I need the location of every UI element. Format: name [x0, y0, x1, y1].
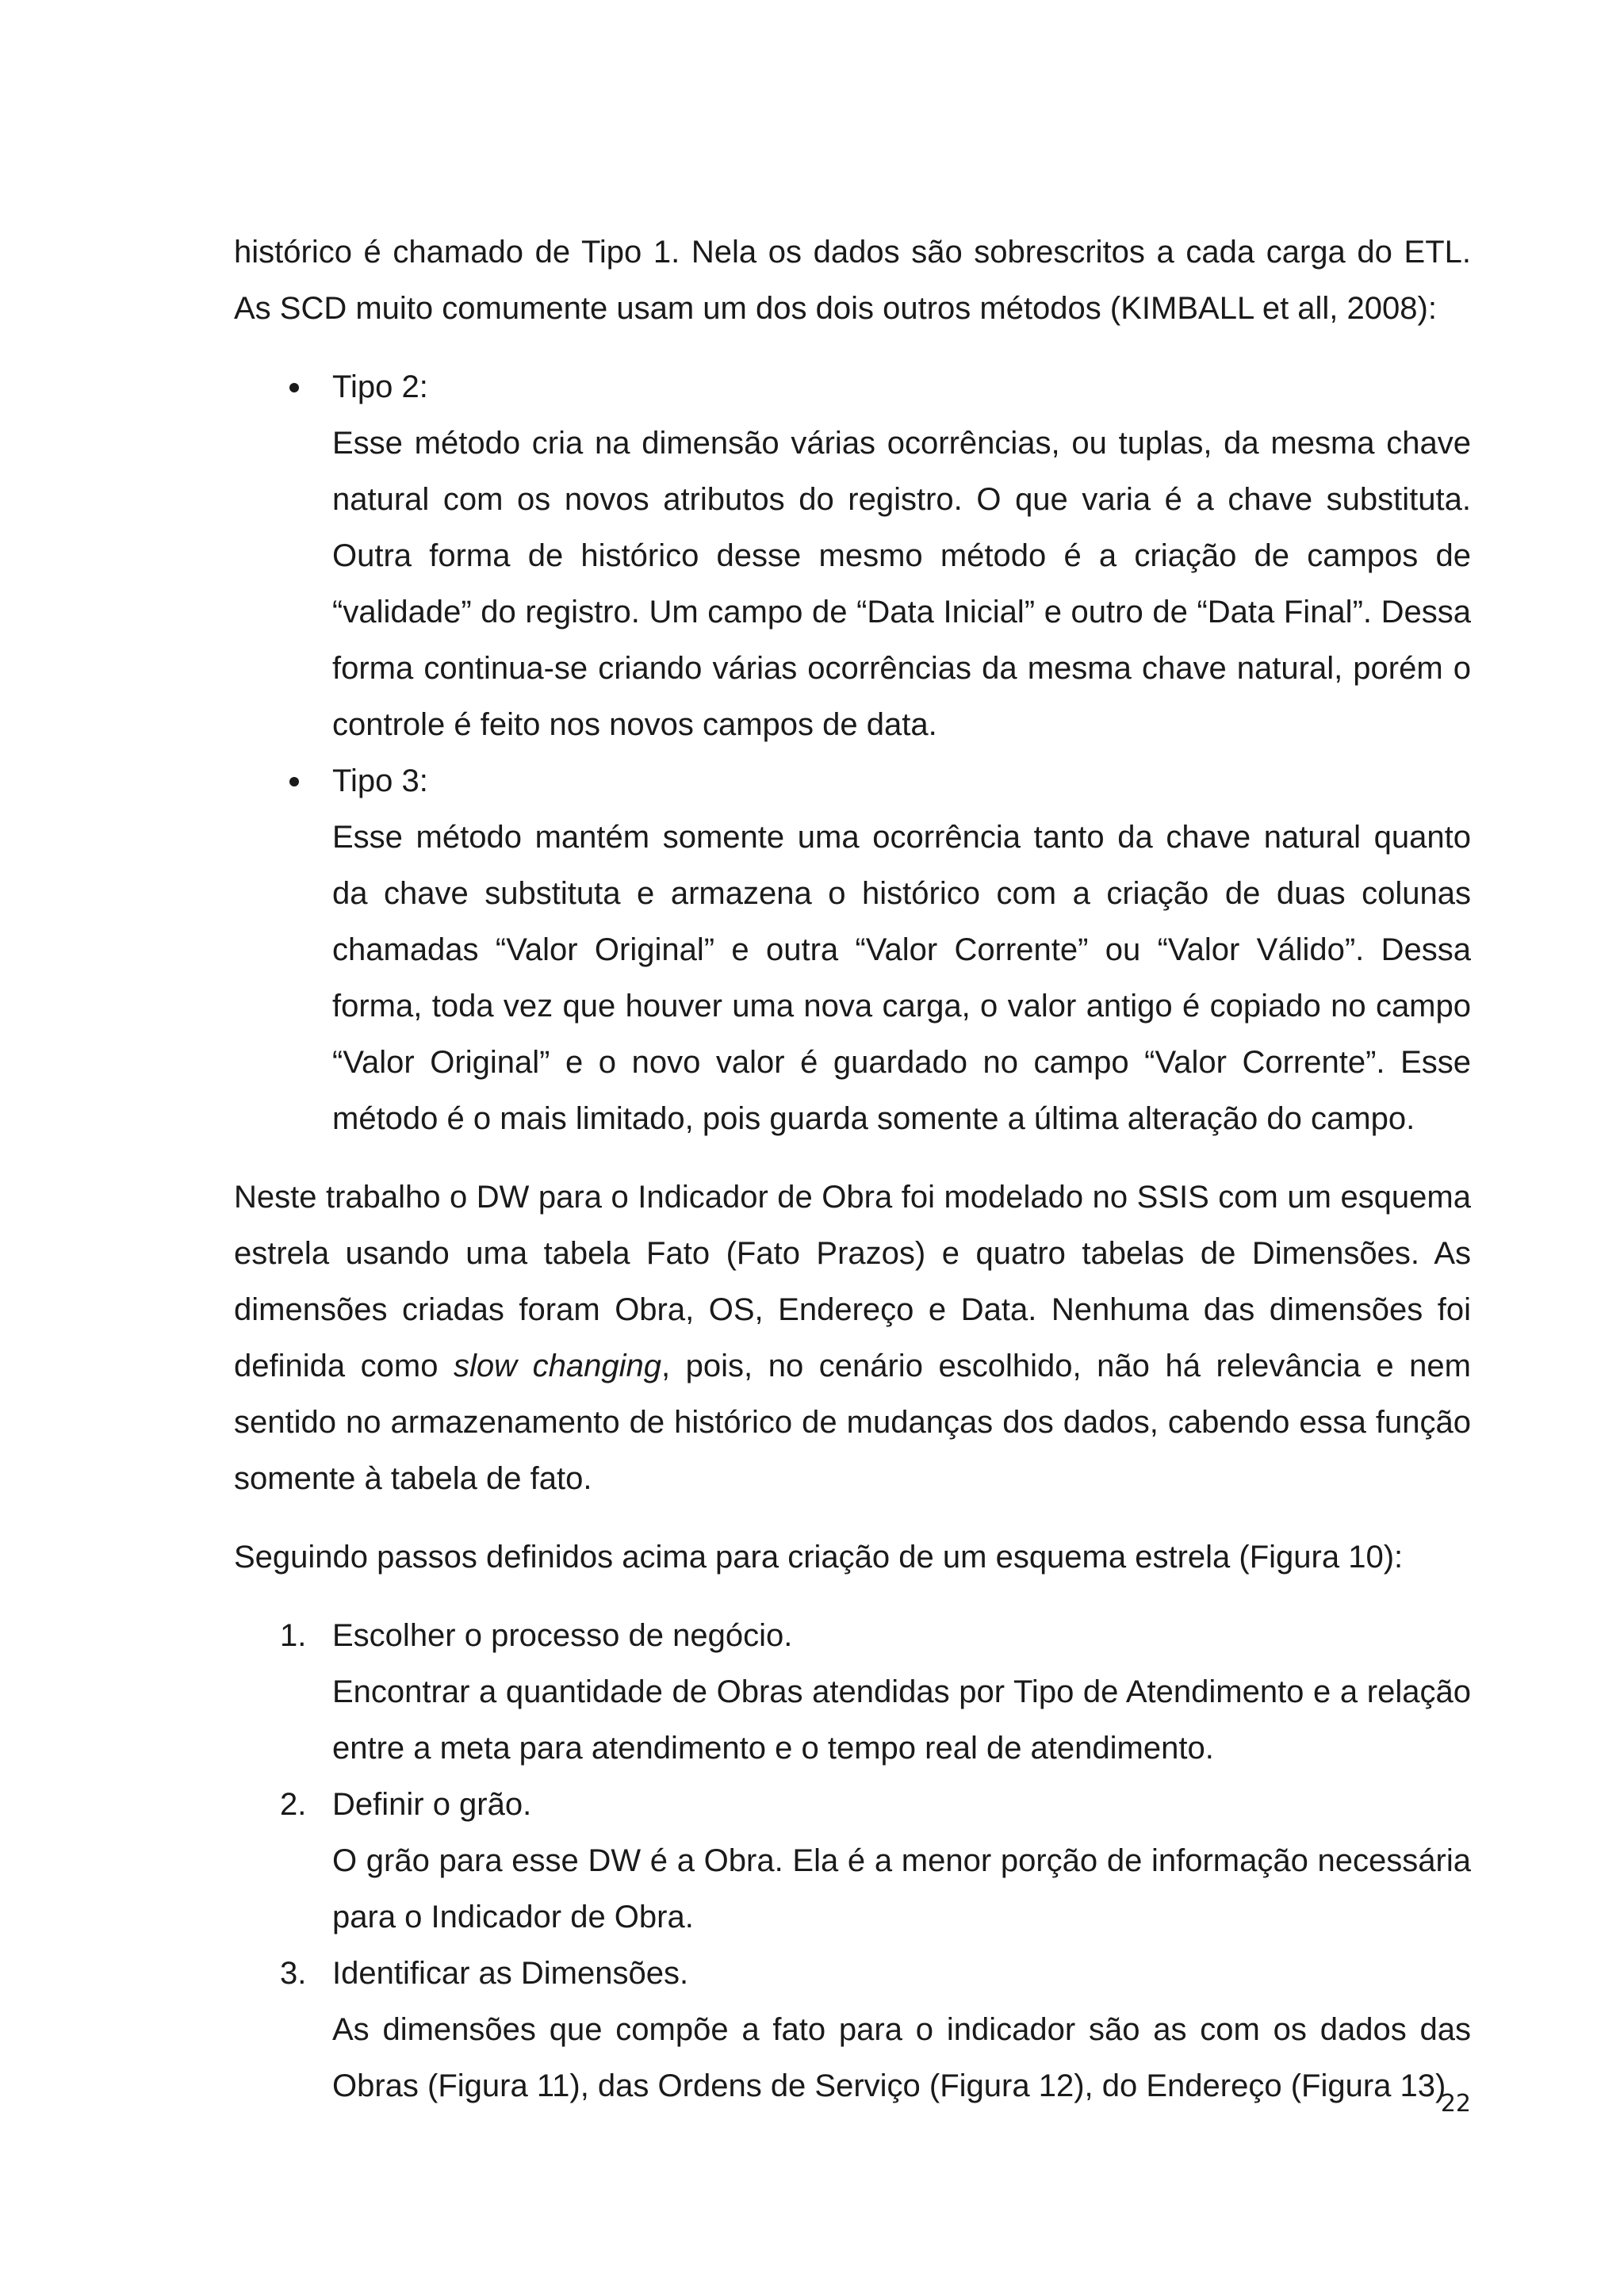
list-item-title: Tipo 2: [332, 369, 428, 404]
dw-paragraph-end: , pois, no cenário escolhido, não há relevância e nem sentido no armazenamento de histórico de mudanças dos dados, cabendo essa função somente à tabela de fato. [234, 1349, 1471, 1496]
list-item-body: Esse método mantém somente uma ocorrência tanto da chave natural quanto da chave substituta e armazena o histórico com a criação de duas colunas chamadas “Valor Original” e outra “Valor Corrente” ou “Valor Válido”. Dessa forma, toda vez que houver uma nova carga, o valor antigo é copiado no campo “Valor Original” e o novo valor é guardado no campo “Valor Corrente”. Esse método é o mais limitado, pois guarda somente a última alteração do campo. [332, 820, 1471, 1136]
step-title: Definir o grão. [332, 1787, 532, 1822]
dw-paragraph-start: Neste trabalho o DW para o Indicador de Obra foi modelado no SSIS com um esquema estrela usando uma tabela Fato (Fato Prazos) e quatro tabelas de Dimensões. As dimensões criadas foram Obra, OS, Endereço e Data. Nenhuma das dimensões foi definida como [234, 1180, 1471, 1383]
step-body: As dimensões que compõe a fato para o indicador são as com os dados das Obras (Figura 11), das Ordens de Serviço (Figura 12), do Endereço (Figura 13) [332, 2012, 1471, 2103]
step-number: 3. [280, 1956, 307, 1991]
steps-intro: Seguindo passos definidos acima para criação de um esquema estrela (Figura 10): [234, 1540, 1404, 1575]
step-body: Encontrar a quantidade de Obras atendidas por Tipo de Atendimento e a relação entre a meta para atendimento e o tempo real de atendimento. [332, 1674, 1471, 1766]
scd-type-list [234, 359, 1471, 1147]
bullet-icon [289, 777, 299, 786]
list-item-title: Tipo 3: [332, 763, 428, 798]
step-number: 2. [280, 1787, 307, 1822]
list-item-step-2 [234, 1777, 1471, 1946]
dw-paragraph-italic-term: slow changing [454, 1349, 661, 1383]
list-item-step-1 [234, 1608, 1471, 1777]
intro-paragraph: histórico é chamado de Tipo 1. Nela os dados são sobrescritos a cada carga do ETL. As SCD muito comumente usam um dos dois outros métodos (KIMBALL et all, 2008): [234, 235, 1471, 326]
list-item-tipo-3 [234, 753, 1471, 1147]
step-title: Identificar as Dimensões. [332, 1956, 689, 1991]
page-number: 22 [1440, 2090, 1471, 2118]
list-item-step-3 [234, 1946, 1471, 2114]
page-content [234, 224, 1471, 2114]
step-body: O grão para esse DW é a Obra. Ela é a menor porção de informação necessária para o Indicador de Obra. [332, 1843, 1471, 1934]
steps-list [234, 1608, 1471, 2114]
step-title: Escolher o processo de negócio. [332, 1618, 793, 1653]
bullet-icon [289, 383, 299, 392]
list-item-body: Esse método cria na dimensão várias ocorrências, ou tuplas, da mesma chave natural com os novos atributos do registro. O que varia é a chave substituta. Outra forma de histórico desse mesmo método é a criação de campos de “validade” do registro. Um campo de “Data Inicial” e outro de “Data Final”. Dessa forma continua-se criando várias ocorrências da mesma chave natural, porém o controle é feito nos novos campos de data. [332, 426, 1471, 742]
list-item-tipo-2 [234, 359, 1471, 753]
dw-paragraph [234, 1169, 1471, 1507]
step-number: 1. [280, 1618, 307, 1653]
